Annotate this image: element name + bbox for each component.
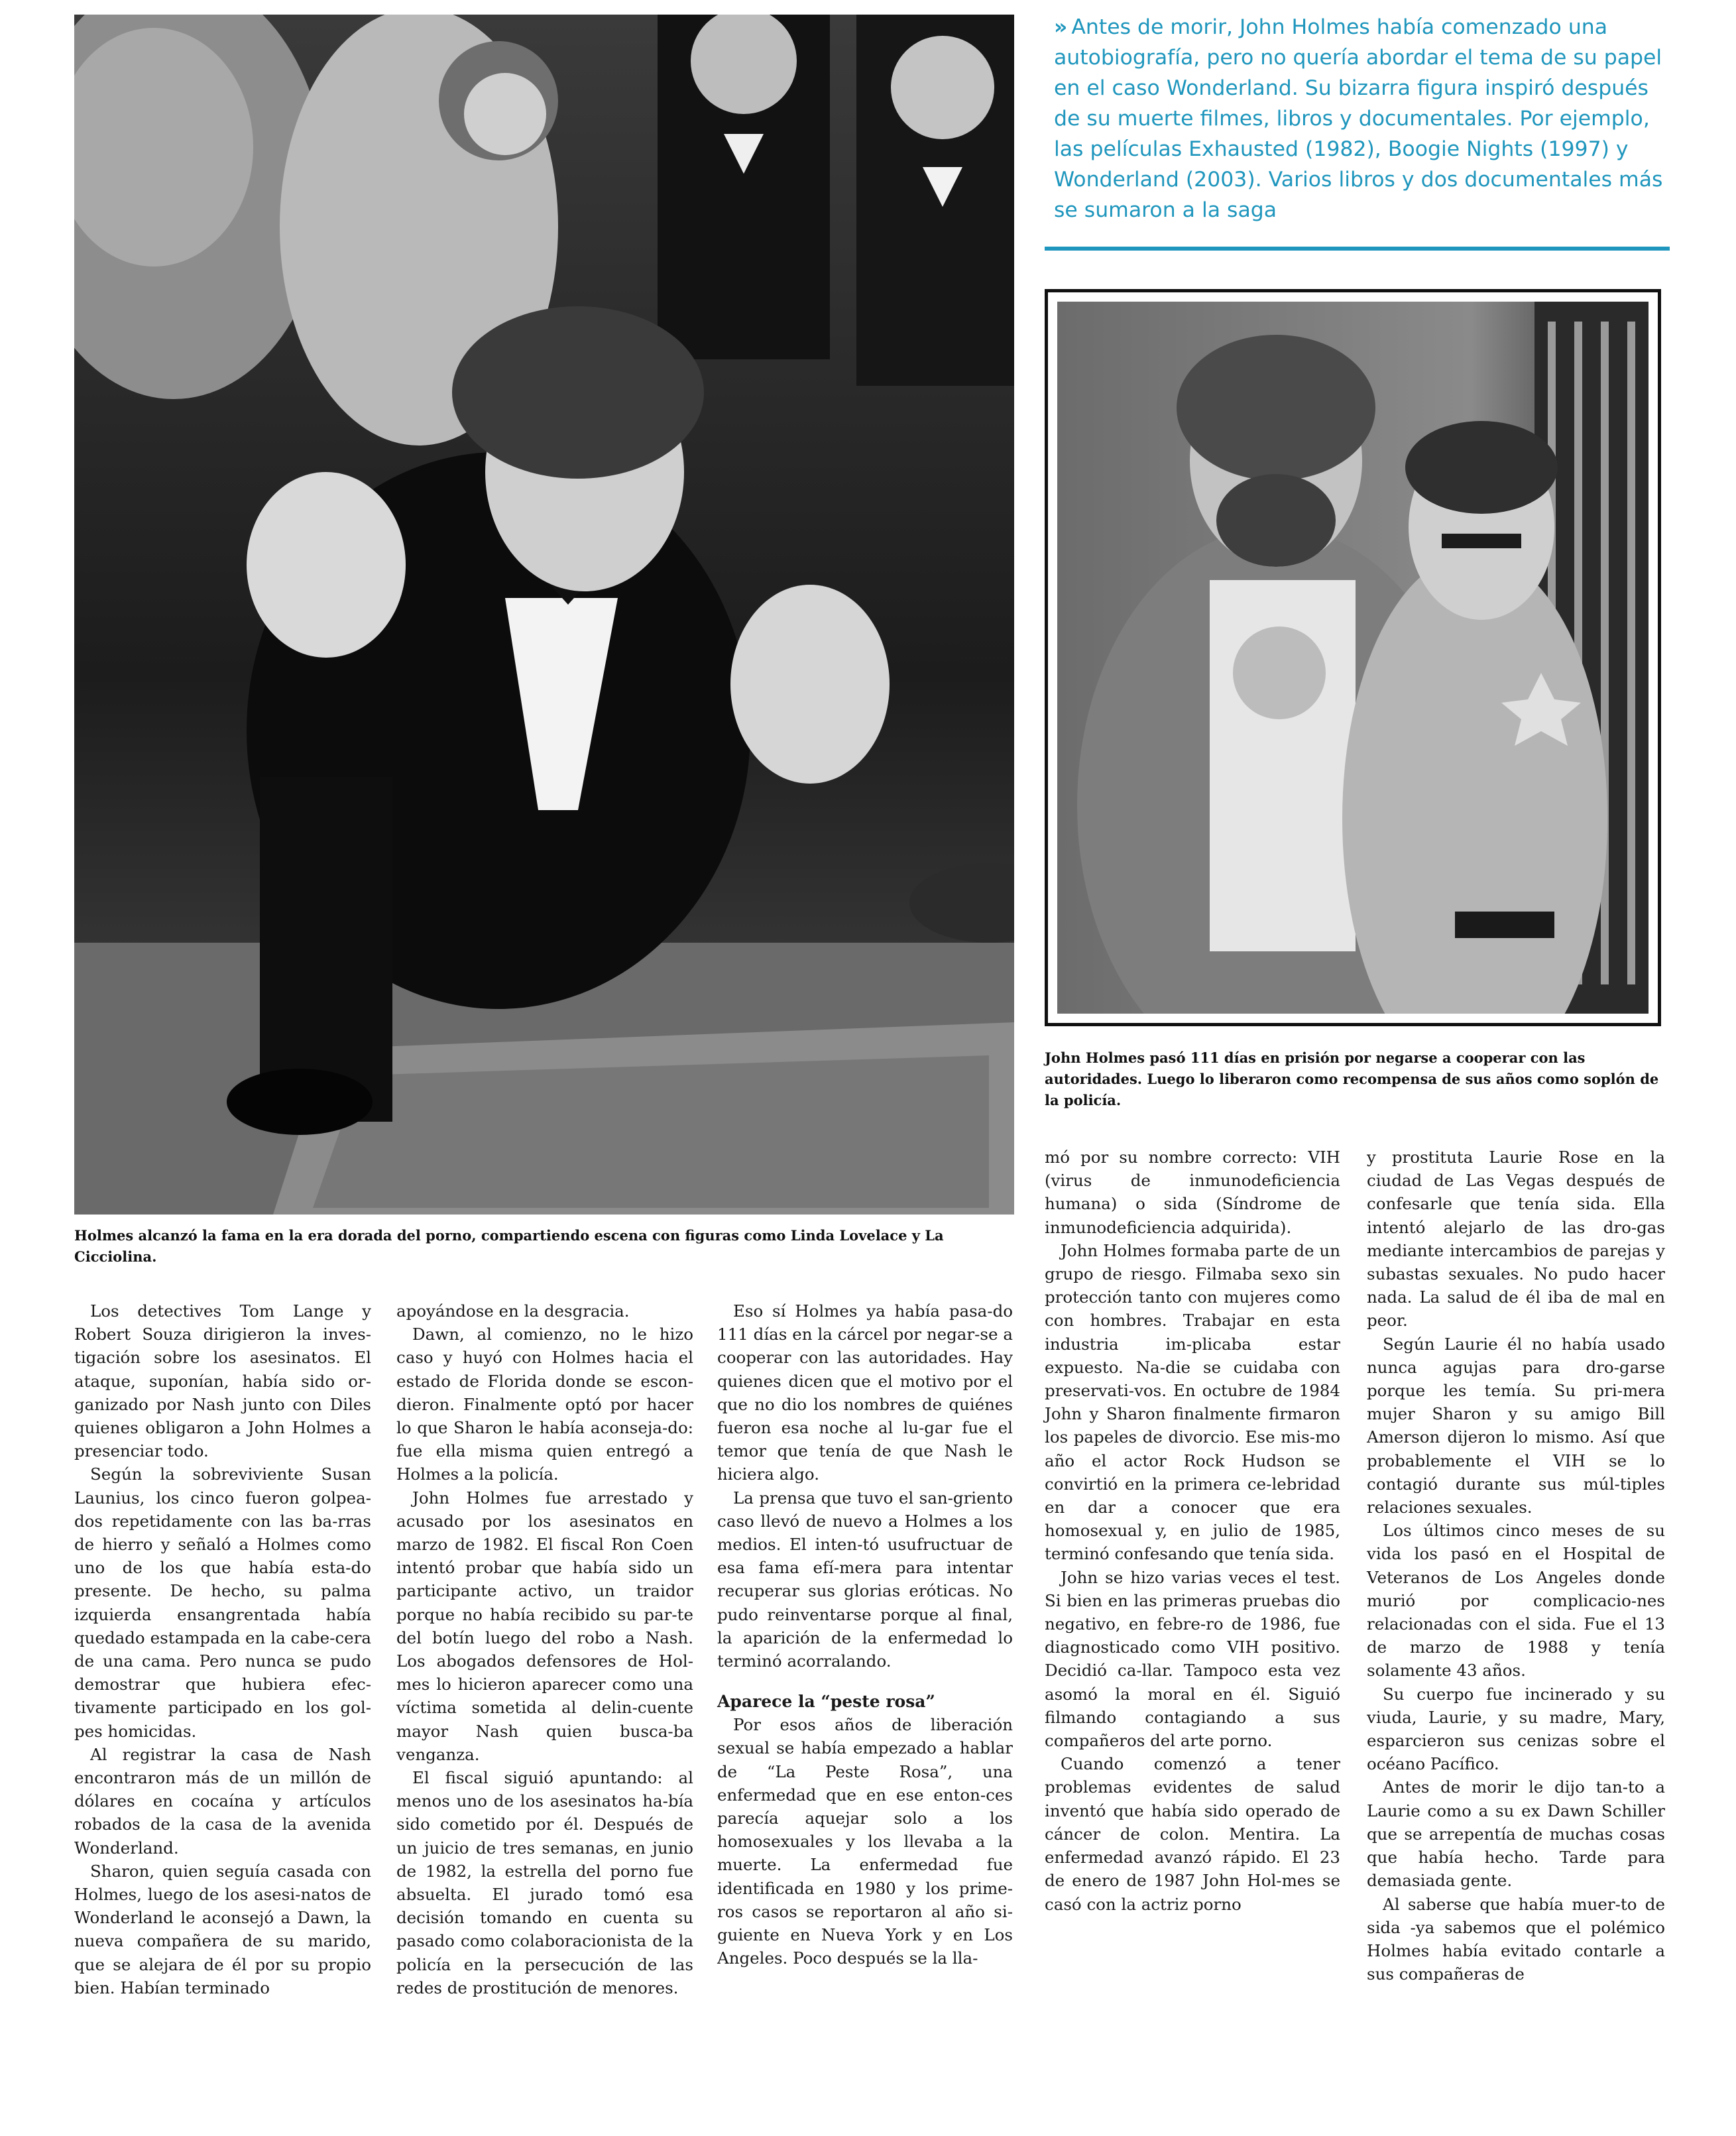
side-photo-illustration bbox=[1057, 302, 1649, 1014]
side-photo-frame bbox=[1045, 289, 1661, 1026]
paragraph: Cuando comenzó a tener problemas evidentes de salud inventó que había sido operado de cáncer de colon. Mentira. La enfermedad avanzó rápido. El 23 de enero de 1987 John Hol-mes se casó con la actriz porno bbox=[1045, 1754, 1340, 1914]
paragraph: Dawn, al comienzo, no le hizo caso y huyó con Holmes hacia el estado de Florida donde se escon-dieron. Finalmente optó por hacer lo que Sharon le había aconseja-do: fue ella misma quien entregó a Holmes a la policía. bbox=[396, 1325, 693, 1484]
chevron-right-icon: » bbox=[1054, 15, 1068, 39]
article-column-2 bbox=[396, 1299, 693, 1999]
paragraph: John se hizo varias veces el test. Si bien en las primeras pruebas dio negativo, en febre-ro de 1986, fue diagnosticado como VIH positivo. Decidió ca-llar. Tampoco esta vez asomó la moral en él. Siguió filmando contagiando a sus compañeros del arte porno. bbox=[1045, 1567, 1340, 1751]
paragraph: apoyándose en la desgracia. bbox=[396, 1301, 630, 1321]
main-photo-illustration bbox=[74, 15, 1014, 1215]
pull-quote-text: Antes de morir, John Holmes había comenzado una autobiografía, pero no quería abordar el tema de su papel en el caso Wonderland. Su bizarra figura inspiró después de su muerte filmes, libros y documentales. Por ejemplo, las películas Exhausted (1982), Boogie Nights (1997) y Wonderland (2003). Varios libros y dos documentales más se sumaron a la saga bbox=[1054, 15, 1663, 222]
paragraph: La prensa que tuvo el san-griento caso llevó de nuevo a Holmes a los medios. El inten-tó usufructuar de esa fama efí-mera para intentar recuperar sus glorias eróticas. No pudo reinventarse porque al final, la aparición de la enfermedad lo terminó acorralando. bbox=[717, 1488, 1013, 1671]
paragraph: Según Laurie él no había usado nunca agujas para dro-garse porque les temía. Su pri-mera mujer Sharon y su amigo Bill Amerson dijeron lo mismo. Así que probablemente el VIH se lo contagió durante sus múl-tiples relaciones sexuales. bbox=[1367, 1334, 1665, 1517]
paragraph: Antes de morir le dijo tan-to a Laurie como a su ex Dawn Schiller que se arrepentía de muchas cosas que había hecho. Tarde para demasiada gente. bbox=[1367, 1777, 1665, 1891]
main-photo bbox=[74, 15, 1014, 1215]
side-photo bbox=[1057, 302, 1649, 1014]
paragraph: Por esos años de liberación sexual se había empezado a hablar de “La Peste Rosa”, una enfermedad que en ese enton-ces parecía aquejar solo a los homosexuales y los llevaba a la muerte. La enfermedad fue identificada en 1980 y los prime-ros casos se reportaron al año si-guiente en Nueva York y en Los Angeles. Poco después se la lla- bbox=[717, 1715, 1013, 1968]
paragraph: Sharon, quien seguía casada con Holmes, luego de los asesi-natos de Wonderland le aconsejó a Dawn, la nueva compañera de su marido, que se alejara de él por su propio bien. Habían terminado bbox=[74, 1861, 371, 1997]
section-heading: Aparece la “peste rosa” bbox=[717, 1692, 935, 1712]
paragraph: El fiscal siguió apuntando: al menos uno de los asesinatos ha-bía sido cometido por él. Después de un juicio de tres semanas, en junio de 1982, la estrella del porno fue absuelta. El jurado tomó esa decisión tomando en cuenta su pasado como colaboracionista de la policía en la persecución de las redes de prostitución de menores. bbox=[396, 1768, 693, 1997]
paragraph: y prostituta Laurie Rose en la ciudad de Las Vegas después de confesarle que tenía sida. Ella intentó alejarlo de las dro-gas mediante intercambios de parejas y subastas sexuales. No pudo hacer nada. La salud de él iba de mal en peor. bbox=[1367, 1148, 1665, 1331]
main-photo-caption: Holmes alcanzó la fama en la era dorada del porno, compartiendo escena con figuras como Linda Lovelace y La Cicciolina. bbox=[74, 1227, 944, 1265]
paragraph: Los detectives Tom Lange y Robert Souza dirigieron la inves-tigación sobre los asesinatos. El ataque, suponían, había sido or-ganizado por Nash junto con Diles quienes obligaron a John Holmes a presenciar todo. bbox=[74, 1301, 371, 1461]
side-photo-caption: John Holmes pasó 111 días en prisión por negarse a cooperar con las autoridades. Luego lo liberaron como recompensa de sus años como soplón de la policía. bbox=[1045, 1049, 1659, 1108]
article-column-3 bbox=[717, 1299, 1013, 1970]
article-column-1 bbox=[74, 1299, 371, 1999]
paragraph: John Holmes formaba parte de un grupo de riesgo. Filmaba sexo sin protección tanto con mujeres como con hombres. Trabajar en esta industria im-plicaba estar expuesto. Na-die se cuidaba con preservati-vos. En octubre de 1984 John y Sharon finalmente firmaron los papeles de divorcio. Ese mis-mo año el actor Rock Hudson se convirtió en la primera ce-lebridad en dar a conocer que era homosexual y, en julio de 1985, terminó confesando que tenía sida. bbox=[1045, 1240, 1340, 1564]
pull-quote-divider bbox=[1045, 247, 1670, 251]
paragraph: Al registrar la casa de Nash encontraron más de un millón de dólares en cocaína y artículos robados de la casa de la avenida Wonderland. bbox=[74, 1744, 371, 1858]
paragraph: John Holmes fue arrestado y acusado por los asesinatos en marzo de 1982. El fiscal Ron Coen intentó probar que había sido un participante activo, un traidor porque no había recibido su par-te del botín luego del robo a Nash. Los abogados defensores de Hol-mes lo hicieron aparecer como una víctima sometida al delin-cuente mayor Nash quien busca-ba venganza. bbox=[396, 1488, 693, 1764]
article-column-4 bbox=[1045, 1146, 1340, 1916]
paragraph: Al saberse que había muer-to de sida -ya sabemos que el polémico Holmes había evitado contarle a sus compañeras de bbox=[1367, 1894, 1665, 1984]
paragraph: Los últimos cinco meses de su vida los pasó en el Hospital de Veteranos de Los Angeles donde murió por complicacio-nes relacionadas con el sida. Fue el 13 de marzo de 1988 y tenía solamente 43 años. bbox=[1367, 1521, 1665, 1681]
paragraph: Según la sobreviviente Susan Launius, los cinco fueron golpea-dos repetidamente con las ba-rras de hierro y señaló a Holmes como uno de los que había esta-do presente. De hecho, su palma izquierda ensangrentada había quedado estampada en la cabe-cera de una cama. Pero nunca se pudo demostrar que hubiera efec-tivamente participado en los gol-pes homicidas. bbox=[74, 1464, 371, 1741]
paragraph: Eso sí Holmes ya había pasa-do 111 días en la cárcel por negar-se a cooperar con las autoridades. Hay quienes dicen que el motivo por el que no dio los nombres de quiénes fueron esa noche al lu-gar fue el temor que tenía de que Nash le hiciera algo. bbox=[717, 1301, 1013, 1484]
pull-quote bbox=[1054, 12, 1670, 225]
paragraph: Su cuerpo fue incinerado y su viuda, Laurie, y su madre, Mary, esparcieron sus cenizas sobre el océano Pacífico. bbox=[1367, 1684, 1665, 1774]
paragraph: mó por su nombre correcto: VIH (virus de inmunodeficiencia humana) o sida (Síndrome de inmunodeficiencia adquirida). bbox=[1045, 1148, 1340, 1237]
article-column-5 bbox=[1367, 1146, 1665, 1986]
